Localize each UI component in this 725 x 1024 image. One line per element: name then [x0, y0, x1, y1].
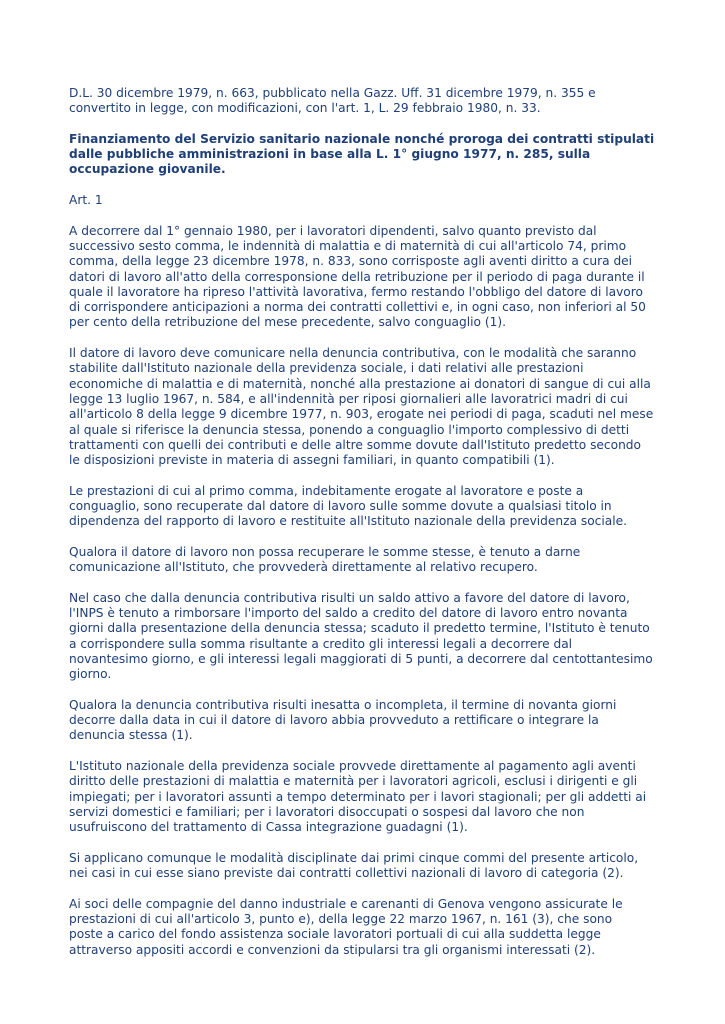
- paragraph-5: Nel caso che dalla denuncia contributiva risulti un saldo attivo a favore del datore di lavoro, l'INPS è tenuto a rimborsare l'importo del saldo a credito del datore di lavoro entro novanta giorni dalla presentazione della denuncia stessa; scaduto il predetto termine, l'Istituto è tenuto a corrispondere sulla somma risultante a credito gli interessi legali a decorrere dal novantesimo giorno, e gli interessi legali maggiorati di 5 punti, a decorrere dal centottantesimo giorno.: [69, 590, 653, 682]
- article-heading: Art. 1: [69, 193, 103, 208]
- law-reference: D.L. 30 dicembre 1979, n. 663, pubblicato nella Gazz. Uff. 31 dicembre 1979, n. 355 e convertito in legge, con modificazioni, con l'art. 1, L. 29 febbraio 1980, n. 33.: [69, 86, 596, 116]
- paragraph-8: Si applicano comunque le modalità disciplinate dai primi cinque commi del presente articolo, nei casi in cui esse siano previste dai contratti collettivi nazionali di lavoro di categoria (2).: [69, 850, 639, 881]
- paragraph-9: Ai soci delle compagnie del danno industriale e carenanti di Genova vengono assicurate le prestazioni di cui all'articolo 3, punto e), della legge 22 marzo 1967, n. 161 (3), che sono poste a carico del fondo assistenza sociale lavoratori portuali di cui alla suddetta legge attraverso appositi accordi e convenzioni da stipularsi tra gli organismi interessati (2).: [69, 896, 623, 957]
- paragraph-7: L'Istituto nazionale della previdenza sociale provvede direttamente al pagamento agli aventi diritto delle prestazioni di malattia e maternità per i lavoratori agricoli, esclusi i dirigenti e gli impiegati; per i lavoratori assunti a tempo determinato per i lavori stagionali; per gli addetti ai servizi domestici e familiari; per i lavoratori disoccupati o sospesi dal lavoro che non usufruiscono del trattamento di Cassa integrazione guadagni (1).: [69, 759, 647, 835]
- paragraph-4: Qualora il datore di lavoro non possa recuperare le somme stesse, è tenuto a darne comunicazione all'Istituto, che provvederà direttamente al relativo recupero.: [69, 544, 581, 575]
- paragraph-1: A decorrere dal 1° gennaio 1980, per i lavoratori dipendenti, salvo quanto previsto dal successivo sesto comma, le indennità di malattia e di maternità di cui all'articolo 74, primo comma, della legge 23 dicembre 1978, n. 833, sono corrisposte agli aventi diritto a cura dei datori di lavoro all'atto della corresponsione della retribuzione per il periodo di paga durante il quale il lavoratore ha ripreso l'attività lavorativa, fermo restando l'obbligo del datore di lavoro di corrispondere anticipazioni a norma dei contratti collettivi e, in ogni caso, non inferiori al 50 per cento della retribuzione del mese precedente, salvo conguaglio (1).: [69, 223, 646, 330]
- paragraph-3: Le prestazioni di cui al primo comma, indebitamente erogate al lavoratore e poste a conguaglio, sono recuperate dal datore di lavoro sulle somme dovute a qualsiasi titolo in dipendenza del rapporto di lavoro e restituite all'Istituto nazionale della previdenza sociale.: [69, 483, 627, 529]
- document-title: Finanziamento del Servizio sanitario nazionale nonché proroga dei contratti stipulati dalle pubbliche amministrazioni in base alla L. 1° giugno 1977, n. 285, sulla occupazione giovanile.: [69, 131, 655, 177]
- paragraph-2: Il datore di lavoro deve comunicare nella denuncia contributiva, con le modalità che saranno stabilite dall'Istituto nazionale della previdenza sociale, i dati relativi alle prestazioni economiche di malattia e di maternità, nonché alla prestazione ai donatori di sangue di cui alla legge 13 luglio 1967, n. 584, e all'indennità per riposi giornalieri alle lavoratrici madri di cui all'articolo 8 della legge 9 dicembre 1977, n. 903, erogate nei periodi di paga, scaduti nel mese al quale si riferisce la denuncia stessa, ponendo a conguaglio l'importo complessivo di detti trattamenti con quelli dei contributi e delle altre somme dovute dall'Istituto predetto secondo le disposizioni previste in materia di assegni familiari, in quanto compatibili (1).: [69, 346, 654, 468]
- document-page: [69, 86, 659, 973]
- paragraph-6: Qualora la denuncia contributiva risulti inesatta o incompleta, il termine di novanta giorni decorre dalla data in cui il datore di lavoro abbia provveduto a rettificare o integrare la denuncia stessa (1).: [69, 697, 617, 743]
